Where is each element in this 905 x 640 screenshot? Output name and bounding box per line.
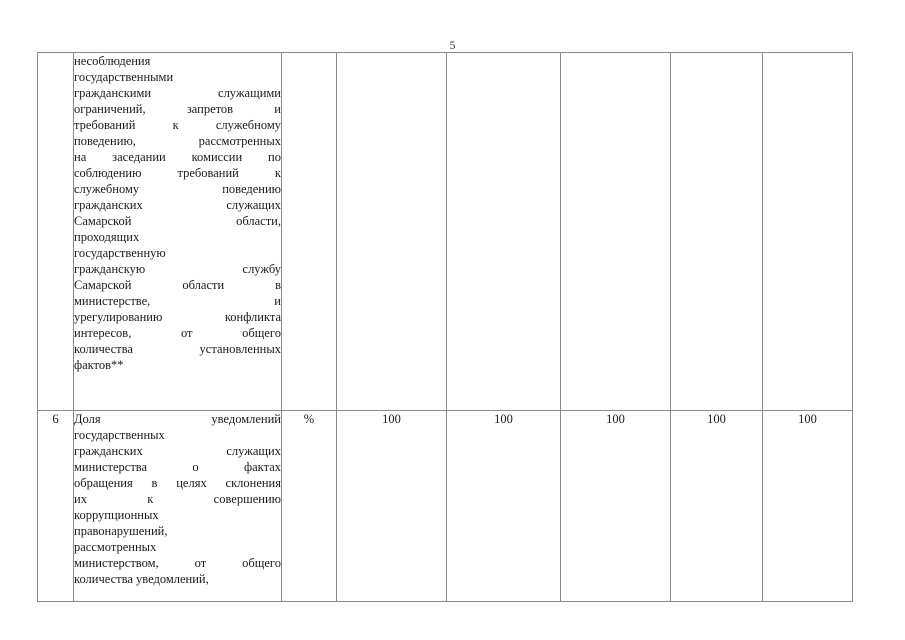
value-cell bbox=[763, 53, 853, 411]
description-line: коррупционных bbox=[74, 508, 159, 522]
description-line: урегулированию конфликта bbox=[74, 310, 281, 324]
value-cell: 100 bbox=[561, 411, 671, 602]
description-line: служебному поведению bbox=[74, 182, 281, 196]
table-row bbox=[38, 411, 853, 602]
description-line: министерством, от общего bbox=[74, 556, 281, 570]
value-cell bbox=[337, 53, 447, 411]
value-cell: 100 bbox=[671, 411, 763, 602]
value-cell bbox=[671, 53, 763, 411]
description-line: их к совершению bbox=[74, 492, 281, 506]
description-line: проходящих bbox=[74, 230, 140, 244]
description-line: поведению, рассмотренных bbox=[74, 134, 281, 148]
row-number: 6 bbox=[38, 411, 74, 602]
description-line: гражданскую службу bbox=[74, 262, 281, 276]
description-line: Самарской области в bbox=[74, 278, 281, 292]
description-line: правонарушений, bbox=[74, 524, 168, 538]
value-cell bbox=[561, 53, 671, 411]
page-number: 5 bbox=[449, 38, 456, 52]
description-line: рассмотренных bbox=[74, 540, 157, 554]
unit-cell: % bbox=[282, 411, 337, 602]
value-cell: 100 bbox=[763, 411, 853, 602]
description-line: ограничений, запретов и bbox=[74, 102, 281, 116]
description-line: министерстве, и bbox=[74, 294, 281, 308]
value-cell: 100 bbox=[337, 411, 447, 602]
description-line: гражданских служащих bbox=[74, 444, 281, 458]
indicator-description bbox=[74, 53, 282, 411]
description-line: Самарской области, bbox=[74, 214, 281, 228]
description-line: интересов, от общего bbox=[74, 326, 281, 340]
description-line: министерства о фактах bbox=[74, 460, 281, 474]
description-line: государственную bbox=[74, 246, 166, 260]
description-line: Доля уведомлений bbox=[74, 412, 281, 426]
description-line: государственными bbox=[74, 70, 174, 84]
description-line: количества уведомлений, bbox=[74, 572, 209, 586]
description-line: количества установленных bbox=[74, 342, 281, 356]
unit-cell bbox=[282, 53, 337, 411]
indicators-table bbox=[37, 52, 853, 602]
description-line: обращения в целях склонения bbox=[74, 476, 281, 490]
description-line: требований к служебному bbox=[74, 118, 281, 132]
description-line: соблюдению требований к bbox=[74, 166, 281, 180]
description-line: гражданских служащих bbox=[74, 198, 281, 212]
table-row bbox=[38, 53, 853, 411]
row-number bbox=[38, 53, 74, 411]
description-line: несоблюдения bbox=[74, 54, 151, 68]
description-line: на заседании комиссии по bbox=[74, 150, 281, 164]
description-line: государственных bbox=[74, 428, 165, 442]
description-line: фактов** bbox=[74, 358, 124, 372]
indicator-description bbox=[74, 411, 282, 602]
value-cell bbox=[447, 53, 561, 411]
description-line: гражданскими служащими bbox=[74, 86, 281, 100]
value-cell: 100 bbox=[447, 411, 561, 602]
